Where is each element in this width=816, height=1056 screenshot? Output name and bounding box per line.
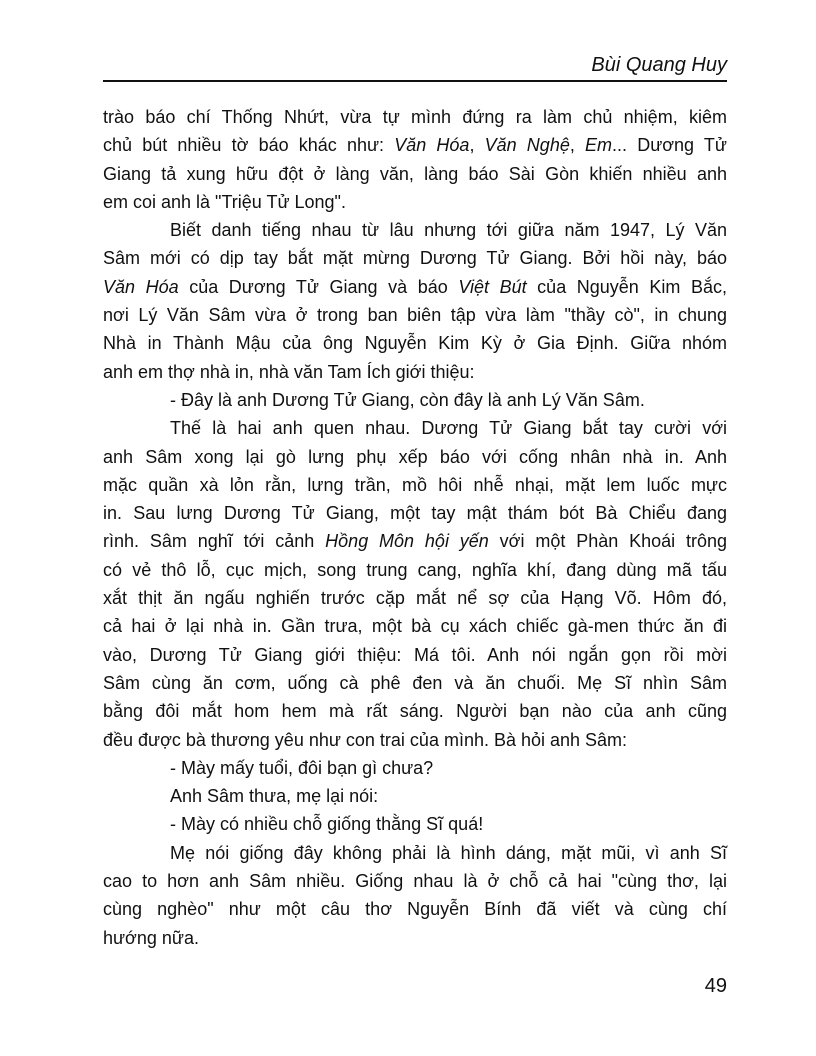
text-segment: vào, Dương Tử Giang giới thiệu: Má tôi. Anh nói ngắn gọn rồi mời <box>103 644 727 665</box>
text-line <box>103 726 727 754</box>
text-line <box>103 443 727 471</box>
text-segment: anh em thợ nhà in, nhà văn Tam Ích giới thiệu: <box>103 361 475 382</box>
text-line <box>103 358 727 386</box>
text-line <box>103 867 727 895</box>
text-segment: anh Sâm xong lại gò lưng phụ xếp báo với cống nhân nhà in. Anh <box>103 446 727 467</box>
italic-title: Văn Hóa <box>103 276 179 297</box>
text-segment: , <box>569 135 586 156</box>
text-line <box>103 754 727 782</box>
paragraph <box>103 782 727 810</box>
paragraph <box>103 103 727 216</box>
text-line <box>103 782 727 810</box>
text-line <box>103 810 727 838</box>
text-segment: mặc quần xà lỏn rằn, lưng trần, mồ hôi nhễ nhại, mặt lem luốc mực <box>103 474 727 495</box>
text-segment: Mẹ nói giống đây không phải là hình dáng, mặt mũi, vì anh Sĩ <box>170 842 727 863</box>
text-line <box>103 131 727 159</box>
text-line <box>103 839 727 867</box>
text-line <box>103 160 727 188</box>
text-segment: cao to hơn anh Sâm nhiều. Giống nhau là ở chỗ cả hai "cùng thơ, lại <box>103 871 727 892</box>
text-segment: ... Dương Tử <box>612 135 727 156</box>
text-segment: có vẻ thô lỗ, cục mịch, song trung cang, nghĩa khí, đang dùng mã tấu <box>103 559 727 580</box>
text-line <box>103 697 727 725</box>
text-line <box>103 527 727 555</box>
text-segment: bằng đôi mắt hom hem mà rất sáng. Người bạn nào của anh cũng <box>103 701 727 722</box>
text-line <box>103 641 727 669</box>
text-segment: Thế là hai anh quen nhau. Dương Tử Giang bắt tay cười với <box>170 418 727 439</box>
page-number: 49 <box>704 975 727 997</box>
text-segment: , <box>469 135 485 156</box>
text-line <box>103 301 727 329</box>
text-segment: hướng nữa. <box>103 927 199 948</box>
text-line <box>103 895 727 923</box>
text-line <box>103 103 727 131</box>
italic-title: Em <box>585 135 613 156</box>
text-segment: Anh Sâm thưa, mẹ lại nói: <box>170 786 379 807</box>
paragraph <box>103 386 727 414</box>
text-segment: in. Sau lưng Dương Tử Giang, một tay mật thám bót Bà Chiểu đang <box>103 503 727 524</box>
text-segment: xắt thịt ăn ngấu nghiến trước cặp mắt nể sợ của Hạng Võ. Hôm đó, <box>103 588 727 609</box>
italic-title: Văn Nghệ <box>484 135 570 156</box>
text-segment: nơi Lý Văn Sâm vừa ở trong ban biên tập vừa làm "thầy cò", in chung <box>103 305 727 326</box>
text-line <box>103 244 727 272</box>
text-segment: - Đây là anh Dương Tử Giang, còn đây là anh Lý Văn Sâm. <box>170 389 645 410</box>
text-segment: Giang tả xung hữu đột ở làng văn, làng báo Sài Gòn khiến nhiều anh <box>103 163 727 184</box>
italic-title: Văn Hóa <box>394 135 470 156</box>
text-segment: em coi anh là "Triệu Tử Long". <box>103 191 346 212</box>
italic-title: Hồng Môn hội yến <box>325 531 489 552</box>
text-segment: Nhà in Thành Mậu của ông Nguyễn Kim Kỳ ở Gia Định. Giữa nhóm <box>103 333 727 354</box>
text-segment: đều được bà thương yêu như con trai của mình. Bà hỏi anh Sâm: <box>103 729 628 750</box>
text-line <box>103 471 727 499</box>
paragraph <box>103 216 727 386</box>
text-line <box>103 924 727 952</box>
text-segment: của Nguyễn Kim Bắc, <box>526 276 727 297</box>
text-line <box>103 329 727 357</box>
paragraph <box>103 839 727 952</box>
text-line <box>103 612 727 640</box>
text-line <box>103 414 727 442</box>
text-segment: trào báo chí Thống Nhứt, vừa tự mình đứng ra làm chủ nhiệm, kiêm <box>103 107 727 127</box>
text-segment: với một Phàn Khoái trông <box>488 531 728 552</box>
text-segment: Biết danh tiếng nhau từ lâu nhưng tới giữa năm 1947, Lý Văn <box>170 220 727 241</box>
body-text <box>103 103 727 952</box>
paragraph <box>103 810 727 838</box>
header-author: Bùi Quang Huy <box>591 54 727 76</box>
text-segment: - Mày có nhiều chỗ giống thằng Sĩ quá! <box>170 814 484 835</box>
text-line <box>103 669 727 697</box>
text-segment: của Dương Tử Giang và báo <box>178 276 459 297</box>
italic-title: Việt Bút <box>458 276 527 297</box>
text-line <box>103 584 727 612</box>
text-segment: - Mày mấy tuổi, đôi bạn gì chưa? <box>170 757 434 778</box>
text-segment: Sâm mới có dịp tay bắt mặt mừng Dương Tử Giang. Bởi hồi này, báo <box>103 248 727 269</box>
text-line <box>103 216 727 244</box>
text-segment: chủ bút nhiều tờ báo khác như: <box>103 135 395 156</box>
text-line <box>103 556 727 584</box>
running-header <box>103 50 727 82</box>
text-segment: Sâm cùng ăn cơm, uống cà phê đen và ăn chuối. Mẹ Sĩ nhìn Sâm <box>103 672 727 693</box>
text-line <box>103 386 727 414</box>
paragraph <box>103 754 727 782</box>
text-segment: rình. Sâm nghĩ tới cảnh <box>103 531 326 552</box>
text-line <box>103 499 727 527</box>
text-segment: cùng nghèo" như một câu thơ Nguyễn Bính đã viết và cùng chí <box>103 899 727 920</box>
text-line <box>103 188 727 216</box>
text-line <box>103 273 727 301</box>
paragraph <box>103 414 727 754</box>
text-segment: cả hai ở lại nhà in. Gần trưa, một bà cụ xách chiếc gà-men thức ăn đi <box>103 616 727 637</box>
